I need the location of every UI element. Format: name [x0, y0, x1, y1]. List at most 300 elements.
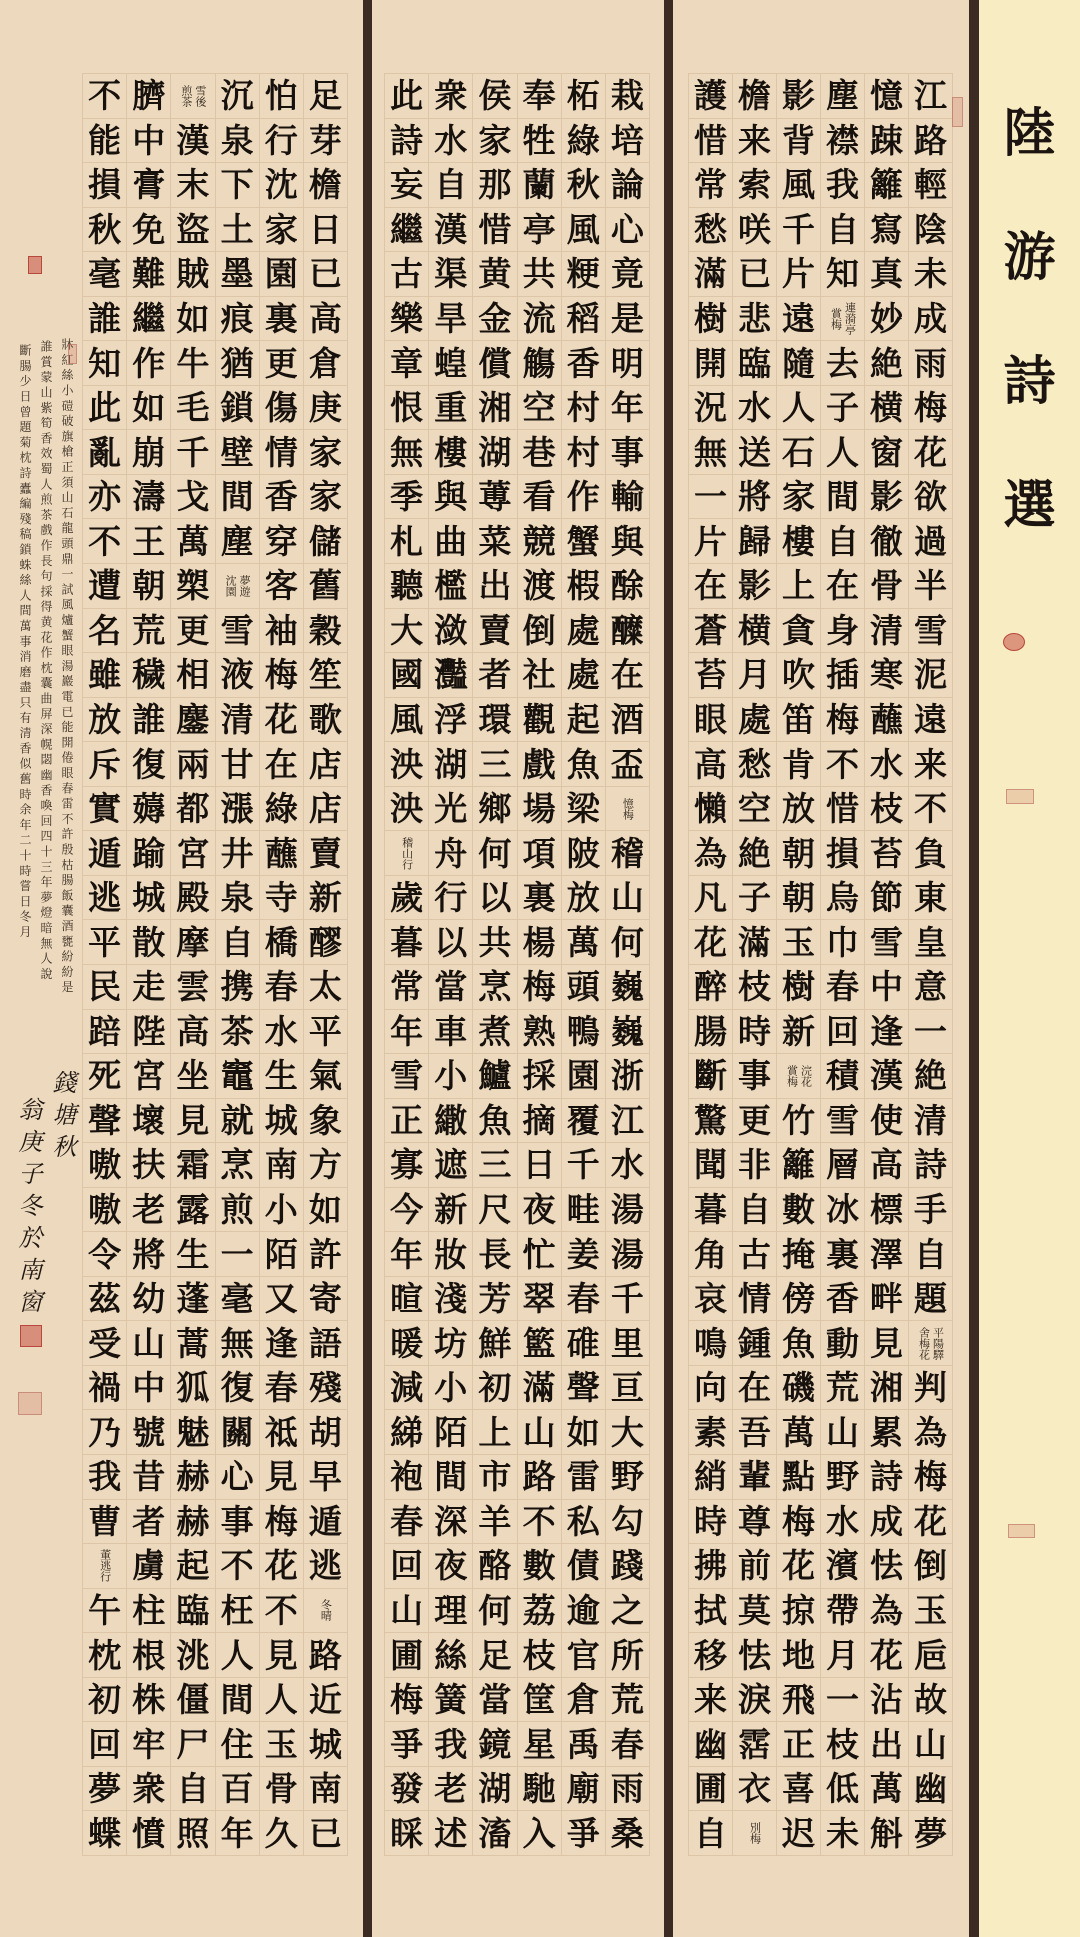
calligraphy-character: 井	[216, 831, 260, 876]
calligraphy-character: 鄉	[473, 787, 517, 832]
calligraphy-character: 咲	[733, 208, 777, 253]
calligraphy-character: 官	[562, 1633, 606, 1678]
calligraphy-character: 圃	[385, 1633, 429, 1678]
calligraphy-character: 碓	[562, 1321, 606, 1366]
calligraphy-character: 泱	[385, 787, 429, 832]
calligraphy-character: 粳	[562, 252, 606, 297]
calligraphy-character: 人	[777, 386, 821, 431]
calligraphy-character: 湯	[606, 1188, 650, 1233]
calligraphy-character: 清	[216, 698, 260, 743]
calligraphy-character: 畔	[865, 1277, 909, 1322]
calligraphy-character: 未	[909, 252, 953, 297]
calligraphy-character: 中	[127, 119, 171, 164]
calligraphy-character: 笙	[304, 653, 348, 698]
calligraphy-character: 石	[777, 430, 821, 475]
poem-title-line: 沈園	[224, 574, 238, 597]
calligraphy-character: 巍	[606, 965, 650, 1010]
calligraphy-character: 液	[216, 653, 260, 698]
calligraphy-character: 裏	[518, 876, 562, 921]
poem-title-note	[606, 787, 650, 832]
calligraphy-character: 巾	[821, 920, 865, 965]
calligraphy-character: 共	[518, 252, 562, 297]
calligraphy-character: 惜	[821, 787, 865, 832]
calligraphy-character: 久	[260, 1811, 304, 1856]
calligraphy-character: 塵	[821, 74, 865, 119]
calligraphy-character: 絶	[865, 341, 909, 386]
calligraphy-character: 酴	[606, 564, 650, 609]
calligraphy-character: 見	[865, 1321, 909, 1366]
calligraphy-character: 巷	[518, 430, 562, 475]
calligraphy-character: 起	[562, 698, 606, 743]
calligraphy-character: 携	[216, 965, 260, 1010]
calligraphy-character: 爭	[385, 1722, 429, 1767]
calligraphy-character: 漲	[216, 787, 260, 832]
calligraphy-character: 土	[216, 208, 260, 253]
calligraphy-character: 當	[429, 965, 473, 1010]
calligraphy-character: 賊	[171, 252, 215, 297]
calligraphy-character: 意	[909, 965, 953, 1010]
calligraphy-character: 年	[385, 1232, 429, 1277]
poem-title-note	[777, 1054, 821, 1099]
calligraphy-character: 橋	[260, 920, 304, 965]
calligraphy-character: 所	[606, 1633, 650, 1678]
calligraphy-character: 裏	[260, 297, 304, 342]
inscription-column: 牀紅絲小磑破旗槍正須山石龍頭鼎一試風爐蟹眼湯巖電已能開倦眼春雷不許殷枯腸飯囊酒甕紛紛是	[60, 338, 74, 996]
calligraphy-character: 在	[260, 742, 304, 787]
calligraphy-character: 採	[518, 1054, 562, 1099]
calligraphy-character: 負	[909, 831, 953, 876]
calligraphy-character: 梅	[909, 1455, 953, 1500]
calligraphy-character: 當	[473, 1678, 517, 1723]
calligraphy-character: 拂	[689, 1544, 733, 1589]
calligraphy-character: 牛	[171, 341, 215, 386]
calligraphy-character: 貪	[777, 609, 821, 654]
calligraphy-character: 亘	[606, 1366, 650, 1411]
calligraphy-character: 来	[733, 119, 777, 164]
calligraphy-character: 荔	[518, 1589, 562, 1634]
calligraphy-character: 店	[304, 742, 348, 787]
inscription-column: 斷腸少日曾題菊枕詩蠹編殘稿鎖蛛絲人間萬事消磨盡只有清香似舊時余年二十時嘗日冬月	[18, 344, 32, 941]
calligraphy-character: 樹	[777, 965, 821, 1010]
calligraphy-character: 季	[385, 475, 429, 520]
calligraphy-character: 花	[260, 1544, 304, 1589]
calligraphy-character: 末	[171, 163, 215, 208]
calligraphy-character: 路	[304, 1633, 348, 1678]
calligraphy-character: 惜	[689, 119, 733, 164]
calligraphy-character: 懶	[689, 787, 733, 832]
calligraphy-character: 放	[777, 787, 821, 832]
calligraphy-character: 事	[733, 1054, 777, 1099]
calligraphy-character: 一	[909, 1010, 953, 1055]
calligraphy-character: 圃	[689, 1767, 733, 1812]
calligraphy-character: 手	[909, 1188, 953, 1233]
calligraphy-character: 荒	[821, 1366, 865, 1411]
calligraphy-character: 足	[473, 1633, 517, 1678]
calligraphy-character: 回	[385, 1544, 429, 1589]
calligraphy-character: 詩	[909, 1143, 953, 1188]
calligraphy-character: 吹	[777, 653, 821, 698]
calligraphy-character: 枝	[733, 965, 777, 1010]
calligraphy-character: 香	[821, 1277, 865, 1322]
seal-stamp	[18, 1392, 42, 1415]
calligraphy-character: 梅	[821, 698, 865, 743]
calligraphy-character: 江	[606, 1099, 650, 1144]
calligraphy-character: 兩	[171, 742, 215, 787]
calligraphy-character: 竈	[216, 1054, 260, 1099]
calligraphy-character: 間	[821, 475, 865, 520]
calligraphy-character: 淚	[733, 1678, 777, 1723]
calligraphy-character: 澤	[865, 1232, 909, 1277]
calligraphy-character: 萬	[865, 1767, 909, 1812]
calligraphy-character: 低	[821, 1767, 865, 1812]
calligraphy-character: 許	[304, 1232, 348, 1277]
calligraphy-character: 作	[127, 341, 171, 386]
calligraphy-character: 成	[865, 1500, 909, 1545]
calligraphy-character: 雲	[171, 965, 215, 1010]
calligraphy-character: 事	[216, 1500, 260, 1545]
calligraphy-character: 勾	[606, 1500, 650, 1545]
calligraphy-character: 初	[473, 1366, 517, 1411]
calligraphy-character: 半	[909, 564, 953, 609]
calligraphy-character: 影	[777, 74, 821, 119]
calligraphy-character: 恨	[385, 386, 429, 431]
calligraphy-character: 家	[777, 475, 821, 520]
calligraphy-character: 熟	[518, 1010, 562, 1055]
calligraphy-character: 場	[518, 787, 562, 832]
calligraphy-character: 護	[689, 74, 733, 119]
calligraphy-character: 憤	[127, 1811, 171, 1856]
calligraphy-character: 嗷	[83, 1143, 127, 1188]
calligraphy-character: 椵	[562, 564, 606, 609]
calligraphy-character: 寺	[260, 876, 304, 921]
calligraphy-character: 在	[689, 564, 733, 609]
calligraphy-character: 霑	[733, 1722, 777, 1767]
calligraphy-character: 老	[127, 1188, 171, 1233]
calligraphy-character: 倒	[518, 609, 562, 654]
calligraphy-character: 太	[304, 965, 348, 1010]
calligraphy-character: 私	[562, 1500, 606, 1545]
title-char: 詩	[1003, 350, 1056, 412]
calligraphy-character: 蘭	[518, 163, 562, 208]
calligraphy-character: 禹	[562, 1722, 606, 1767]
calligraphy-character: 環	[473, 698, 517, 743]
calligraphy-character: 人	[216, 1633, 260, 1678]
calligraphy-character: 廟	[562, 1767, 606, 1812]
calligraphy-character: 遁	[304, 1500, 348, 1545]
calligraphy-character: 欲	[909, 475, 953, 520]
calligraphy-character: 一	[821, 1678, 865, 1723]
calligraphy-character: 虜	[127, 1544, 171, 1589]
calligraphy-character: 渠	[429, 252, 473, 297]
calligraphy-character: 絶	[733, 831, 777, 876]
calligraphy-character: 遮	[429, 1143, 473, 1188]
seal-stamp	[1008, 1524, 1035, 1538]
calligraphy-character: 古	[733, 1232, 777, 1277]
calligraphy-character: 自	[733, 1188, 777, 1233]
calligraphy-character: 赫	[171, 1455, 215, 1500]
calligraphy-character: 濱	[821, 1544, 865, 1589]
calligraphy-character: 沾	[865, 1678, 909, 1723]
calligraphy-character: 如	[304, 1188, 348, 1233]
calligraphy-character: 鱸	[473, 1054, 517, 1099]
calligraphy-character: 開	[689, 341, 733, 386]
calligraphy-character: 梅	[385, 1678, 429, 1723]
calligraphy-character: 浮	[429, 698, 473, 743]
calligraphy-character: 與	[606, 519, 650, 564]
calligraphy-character: 梅	[909, 386, 953, 431]
calligraphy-character: 踰	[127, 831, 171, 876]
calligraphy-character: 株	[127, 1678, 171, 1723]
calligraphy-character: 蒪	[473, 475, 517, 520]
calligraphy-character: 未	[821, 1811, 865, 1856]
calligraphy-character: 作	[562, 475, 606, 520]
calligraphy-character: 赫	[171, 1500, 215, 1545]
calligraphy-character: 回	[821, 1010, 865, 1055]
calligraphy-character: 一	[216, 1232, 260, 1277]
poem-title-line: 別梅	[748, 1822, 762, 1845]
calligraphy-character: 觀	[518, 698, 562, 743]
calligraphy-character: 以	[429, 920, 473, 965]
calligraphy-character: 朝	[777, 876, 821, 921]
title-char: 游	[1003, 226, 1056, 288]
calligraphy-character: 心	[216, 1455, 260, 1500]
calligraphy-character: 那	[473, 163, 517, 208]
title-char: 陸	[1003, 102, 1056, 164]
calligraphy-character: 方	[304, 1143, 348, 1188]
calligraphy-character: 樹	[689, 297, 733, 342]
calligraphy-character: 痕	[216, 297, 260, 342]
calligraphy-character: 自	[429, 163, 473, 208]
calligraphy-character: 千	[606, 1277, 650, 1322]
calligraphy-character: 宮	[127, 1054, 171, 1099]
calligraphy-character: 秋	[562, 163, 606, 208]
calligraphy-character: 雪	[909, 609, 953, 654]
calligraphy-character: 無	[689, 430, 733, 475]
calligraphy-character: 入	[518, 1811, 562, 1856]
calligraphy-character: 綃	[689, 1455, 733, 1500]
calligraphy-character: 崩	[127, 430, 171, 475]
calligraphy-character: 家	[304, 475, 348, 520]
seal-stamp	[28, 256, 42, 274]
calligraphy-character: 聽	[385, 564, 429, 609]
calligraphy-character: 春	[821, 965, 865, 1010]
poem-title-line: 平陽驛	[931, 1326, 945, 1360]
calligraphy-character: 知	[821, 252, 865, 297]
calligraphy-character: 蓬	[171, 1277, 215, 1322]
calligraphy-character: 踈	[865, 119, 909, 164]
calligraphy-character: 旱	[429, 297, 473, 342]
calligraphy-character: 繖	[429, 1099, 473, 1144]
calligraphy-character: 城	[304, 1722, 348, 1767]
calligraphy-character: 春	[385, 1500, 429, 1545]
calligraphy-character: 放	[83, 698, 127, 743]
calligraphy-character: 陰	[909, 208, 953, 253]
calligraphy-character: 繼	[127, 297, 171, 342]
calligraphy-character: 事	[606, 430, 650, 475]
calligraphy-character: 檐	[304, 163, 348, 208]
calligraphy-character: 山	[909, 1722, 953, 1767]
calligraphy-character: 如	[562, 1410, 606, 1455]
calligraphy-character: 斥	[83, 742, 127, 787]
calligraphy-character: 清	[909, 1099, 953, 1144]
calligraphy-character: 壞	[127, 1099, 171, 1144]
calligraphy-character: 歲	[385, 876, 429, 921]
calligraphy-character: 影	[865, 475, 909, 520]
poem-title-note	[733, 1811, 777, 1856]
calligraphy-character: 袖	[260, 609, 304, 654]
calligraphy-character: 清	[865, 609, 909, 654]
calligraphy-character: 萬	[171, 519, 215, 564]
calligraphy-character: 千	[777, 208, 821, 253]
calligraphy-character: 國	[385, 653, 429, 698]
calligraphy-character: 滿	[733, 920, 777, 965]
calligraphy-character: 曹	[83, 1500, 127, 1545]
calligraphy-character: 鍾	[733, 1321, 777, 1366]
calligraphy-character: 夢	[909, 1811, 953, 1856]
calligraphy-character: 骨	[865, 564, 909, 609]
calligraphy-character: 何	[473, 1589, 517, 1634]
calligraphy-character: 春	[260, 965, 304, 1010]
calligraphy-character: 滀	[473, 1811, 517, 1856]
calligraphy-character: 復	[216, 1366, 260, 1411]
mounting-bar	[664, 0, 673, 1937]
mounting-bar	[969, 0, 979, 1937]
calligraphy-character: 庚	[304, 386, 348, 431]
calligraphy-character: 潋	[429, 609, 473, 654]
calligraphy-character: 平	[304, 1010, 348, 1055]
calligraphy-character: 湘	[473, 386, 517, 431]
calligraphy-character: 竟	[606, 252, 650, 297]
calligraphy-character: 睬	[385, 1811, 429, 1856]
calligraphy-character: 根	[127, 1633, 171, 1678]
calligraphy-character: 月	[821, 1633, 865, 1678]
calligraphy-character: 陛	[127, 1010, 171, 1055]
calligraphy-character: 情	[733, 1277, 777, 1322]
calligraphy-character: 鎖	[216, 386, 260, 431]
calligraphy-character: 常	[689, 163, 733, 208]
calligraphy-character: 殘	[304, 1366, 348, 1411]
mounting-bar	[363, 0, 372, 1937]
calligraphy-character: 新	[777, 1010, 821, 1055]
poem-title-line: 雪後	[193, 84, 207, 107]
calligraphy-character: 初	[83, 1678, 127, 1723]
calligraphy-character: 高	[865, 1143, 909, 1188]
calligraphy-character: 芳	[473, 1277, 517, 1322]
calligraphy-character: 梅	[777, 1500, 821, 1545]
calligraphy-character: 常	[385, 965, 429, 1010]
calligraphy-character: 盃	[606, 742, 650, 787]
calligraphy-character: 詩	[385, 119, 429, 164]
calligraphy-character: 浙	[606, 1054, 650, 1099]
calligraphy-character: 暮	[385, 920, 429, 965]
calligraphy-character: 高	[304, 297, 348, 342]
calligraphy-character: 新	[304, 876, 348, 921]
calligraphy-character: 隨	[777, 341, 821, 386]
calligraphy-character: 尊	[733, 1500, 777, 1545]
calligraphy-character: 尺	[473, 1188, 517, 1233]
calligraphy-character: 衣	[733, 1767, 777, 1812]
calligraphy-character: 長	[473, 1232, 517, 1277]
calligraphy-character: 我	[83, 1455, 127, 1500]
calligraphy-character: 自	[689, 1811, 733, 1856]
calligraphy-character: 掠	[777, 1589, 821, 1634]
calligraphy-character: 下	[216, 163, 260, 208]
poem-title-note	[821, 297, 865, 342]
calligraphy-character: 絲	[429, 1633, 473, 1678]
calligraphy-character: 春	[260, 1366, 304, 1411]
calligraphy-character: 雖	[83, 653, 127, 698]
calligraphy-character: 殿	[171, 876, 215, 921]
calligraphy-character: 踣	[83, 1010, 127, 1055]
calligraphy-character: 不	[216, 1544, 260, 1589]
calligraphy-character: 枕	[83, 1633, 127, 1678]
calligraphy-character: 斛	[865, 1811, 909, 1856]
calligraphy-character: 雪	[865, 920, 909, 965]
calligraphy-character: 送	[733, 430, 777, 475]
calligraphy-character: 胡	[304, 1410, 348, 1455]
calligraphy-character: 春	[562, 1277, 606, 1322]
calligraphy-character: 冰	[821, 1188, 865, 1233]
calligraphy-character: 枝	[865, 787, 909, 832]
calligraphy-character: 影	[733, 564, 777, 609]
calligraphy-character: 梅	[260, 1500, 304, 1545]
calligraphy-character: 山	[606, 876, 650, 921]
calligraphy-character: 培	[606, 119, 650, 164]
calligraphy-character: 甘	[216, 742, 260, 787]
calligraphy-character: 去	[821, 341, 865, 386]
calligraphy-character: 喜	[777, 1767, 821, 1812]
calligraphy-character: 愁	[689, 208, 733, 253]
calligraphy-character: 皇	[909, 920, 953, 965]
calligraphy-character: 金	[473, 297, 517, 342]
calligraphy-character: 茶	[216, 1010, 260, 1055]
calligraphy-character: 水	[429, 119, 473, 164]
calligraphy-character: 遁	[83, 831, 127, 876]
calligraphy-character: 雨	[606, 1767, 650, 1812]
calligraphy-character: 為	[909, 1410, 953, 1455]
calligraphy-character: 能	[83, 119, 127, 164]
calligraphy-character: 漢	[429, 208, 473, 253]
calligraphy-character: 聲	[562, 1366, 606, 1411]
calligraphy-character: 在	[733, 1366, 777, 1411]
calligraphy-character: 生	[260, 1054, 304, 1099]
calligraphy-character: 朝	[777, 831, 821, 876]
calligraphy-character: 住	[216, 1722, 260, 1767]
calligraphy-character: 水	[821, 1500, 865, 1545]
calligraphy-character: 怯	[733, 1633, 777, 1678]
calligraphy-character: 在	[821, 564, 865, 609]
poem-title-line: 舍梅花	[917, 1326, 931, 1360]
calligraphy-character: 山	[127, 1321, 171, 1366]
calligraphy-character: 日	[304, 208, 348, 253]
calligraphy-character: 況	[689, 386, 733, 431]
calligraphy-character: 成	[909, 297, 953, 342]
calligraphy-character: 空	[733, 787, 777, 832]
calligraphy-character: 枝	[821, 1722, 865, 1767]
calligraphy-character: 蝶	[83, 1811, 127, 1856]
calligraphy-character: 笛	[777, 698, 821, 743]
calligraphy-character: 莫	[733, 1589, 777, 1634]
calligraphy-character: 今	[385, 1188, 429, 1233]
calligraphy-character: 寡	[385, 1143, 429, 1188]
calligraphy-character: 渡	[518, 564, 562, 609]
calligraphy-character: 花	[909, 430, 953, 475]
calligraphy-character: 妝	[429, 1232, 473, 1277]
calligraphy-character: 尸	[171, 1722, 215, 1767]
calligraphy-character: 湖	[429, 742, 473, 787]
calligraphy-character: 輩	[733, 1455, 777, 1500]
calligraphy-character: 水	[606, 1143, 650, 1188]
